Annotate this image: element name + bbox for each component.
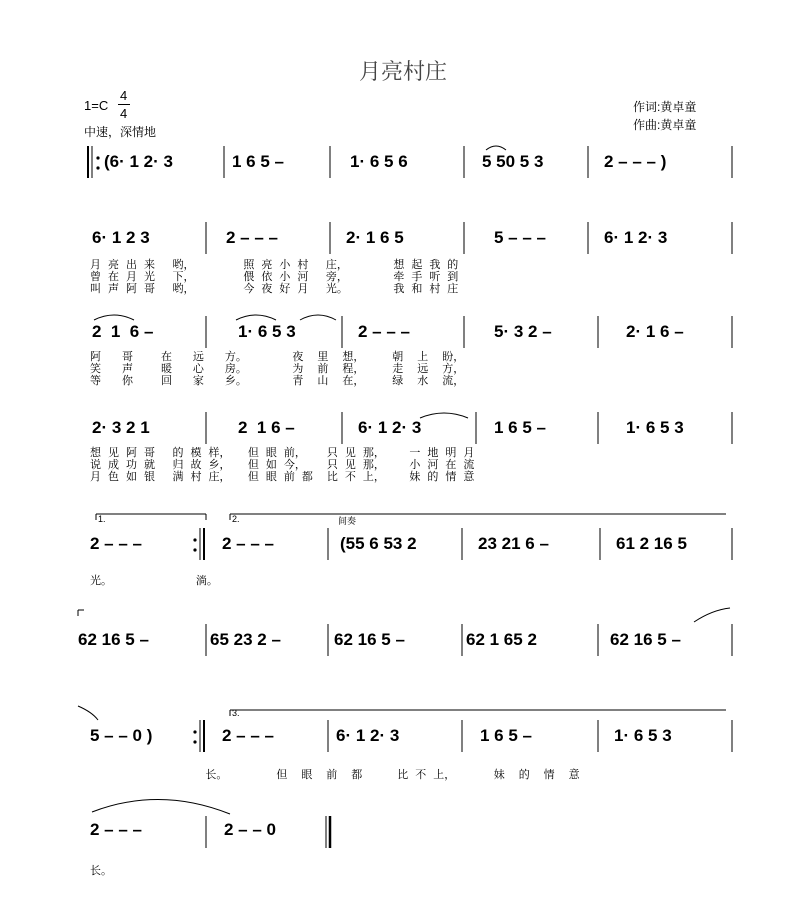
measure: 1· 6 5 3 <box>614 726 672 745</box>
time-signature-numerator: 4 <box>120 88 128 103</box>
measure: 2· 1 6 – <box>626 322 684 341</box>
measure: 2 – – – <box>358 322 410 341</box>
slur <box>300 315 336 320</box>
ending-1-label: 1. <box>98 514 106 524</box>
measure: 5 – – 0 ) <box>90 726 153 745</box>
tie <box>486 146 506 150</box>
measure: 62 1 65 2 <box>466 630 537 649</box>
time-signature-denominator: 4 <box>120 106 128 121</box>
measure: 6· 1 2· 3 <box>336 726 400 745</box>
measure: 2 1 6 – <box>92 322 154 341</box>
lyric-line: 叫 声 阿 哥 哟， 今 夜 好 月 光。 我 和 村 庄 <box>90 282 459 295</box>
lyric-line: 说 成 功 就 归 故 乡， 但 如 今， 只 见 那， 小 河 在 流 <box>90 458 475 471</box>
measure: 2 – – – <box>222 726 274 745</box>
ending-3-label: 3. <box>232 708 240 718</box>
lyric-line: 月 色 如 银 满 村 庄， 但 眼 前 都 比 不 上， 妹 的 情 意 <box>90 470 475 483</box>
measure: 61 2 16 5 <box>616 534 687 553</box>
song-title: 月亮村庄 <box>358 59 447 84</box>
measure: 2· 3 2 1 <box>92 418 150 437</box>
composer-credit: 作曲:黄卓童 <box>633 118 697 132</box>
lyric-line: 阿 哥 在 远 方。 夜 里 想， 朝 上 盼， <box>90 350 465 363</box>
measure: 1 6 5 – <box>480 726 532 745</box>
repeat-dot <box>193 740 196 743</box>
measure: 6· 1 2 3 <box>92 228 150 247</box>
tempo-marking: 中速，深情地 <box>84 125 157 139</box>
measure: 23 21 6 – <box>478 534 549 553</box>
measure: 2 – – 0 <box>224 820 276 839</box>
lyric-line: 长。 <box>90 864 112 877</box>
lyricist-credit: 作词:黄卓童 <box>633 100 697 114</box>
measure: 62 16 5 – <box>78 630 149 649</box>
measure: 2 – – – ) <box>604 152 667 171</box>
measure: 62 16 5 – <box>610 630 681 649</box>
measure: 1· 6 5 6 <box>350 152 408 171</box>
measure: 6· 1 2· 3 <box>604 228 668 247</box>
measure: 2· 1 6 5 <box>346 228 404 247</box>
repeat-dot <box>96 166 99 169</box>
slur <box>694 608 730 622</box>
measure: (6· 1 2· 3 <box>104 152 173 171</box>
lyric-line: 曾 在 月 光 下， 偎 依 小 河 旁， 牵 手 听 到 <box>90 270 459 283</box>
measure: 1 6 5 – <box>494 418 546 437</box>
repeat-dot <box>193 730 196 733</box>
lyric-line: 月 亮 出 来 哟， 照 亮 小 村 庄， 想 起 我 的 <box>90 258 459 271</box>
measure: 5 – – – <box>494 228 546 247</box>
measure: 1 6 5 – <box>232 152 284 171</box>
slur <box>420 413 468 418</box>
slur <box>94 315 134 320</box>
measure: 1· 6 5 3 <box>626 418 684 437</box>
key-signature: 1=C <box>84 98 109 113</box>
measure: 6· 1 2· 3 <box>358 418 422 437</box>
lyric-line: 光。 淌。 <box>90 574 218 587</box>
slur <box>92 799 230 814</box>
measure: 1· 6 5 3 <box>238 322 296 341</box>
measure: (55 6 53 2 <box>340 534 417 553</box>
measure: 2 – – – <box>226 228 278 247</box>
repeat-dot <box>193 548 196 551</box>
measure: 2 – – – <box>90 534 142 553</box>
repeat-dot <box>193 538 196 541</box>
measure: 2 – – – <box>222 534 274 553</box>
interlude-label: 间奏 <box>338 516 357 526</box>
lyric-line: 想 见 阿 哥 的 模 样， 但 眼 前， 只 见 那， 一 地 明 月 <box>90 446 475 459</box>
measure: 2 1 6 – <box>238 418 295 437</box>
lyric-line: 笑 声 暖 心 房。 为 前 程， 走 远 方， <box>90 362 465 375</box>
lyric-line: 等 你 回 家 乡。 青 山 在， 绿 水 流， <box>90 374 465 387</box>
repeat-dot <box>96 156 99 159</box>
measure: 2 – – – <box>90 820 142 839</box>
measure: 65 23 2 – <box>210 630 281 649</box>
slur <box>236 315 276 320</box>
measure: 5 50 5 3 <box>482 152 544 171</box>
measure: 5· 3 2 – <box>494 322 552 341</box>
measure: 62 16 5 – <box>334 630 405 649</box>
lyric-line: 长。 但 眼 前 都 比 不 上， 妹 的 情 意 <box>90 768 580 781</box>
slur <box>78 706 98 720</box>
ending-2-label: 2. <box>232 514 240 524</box>
